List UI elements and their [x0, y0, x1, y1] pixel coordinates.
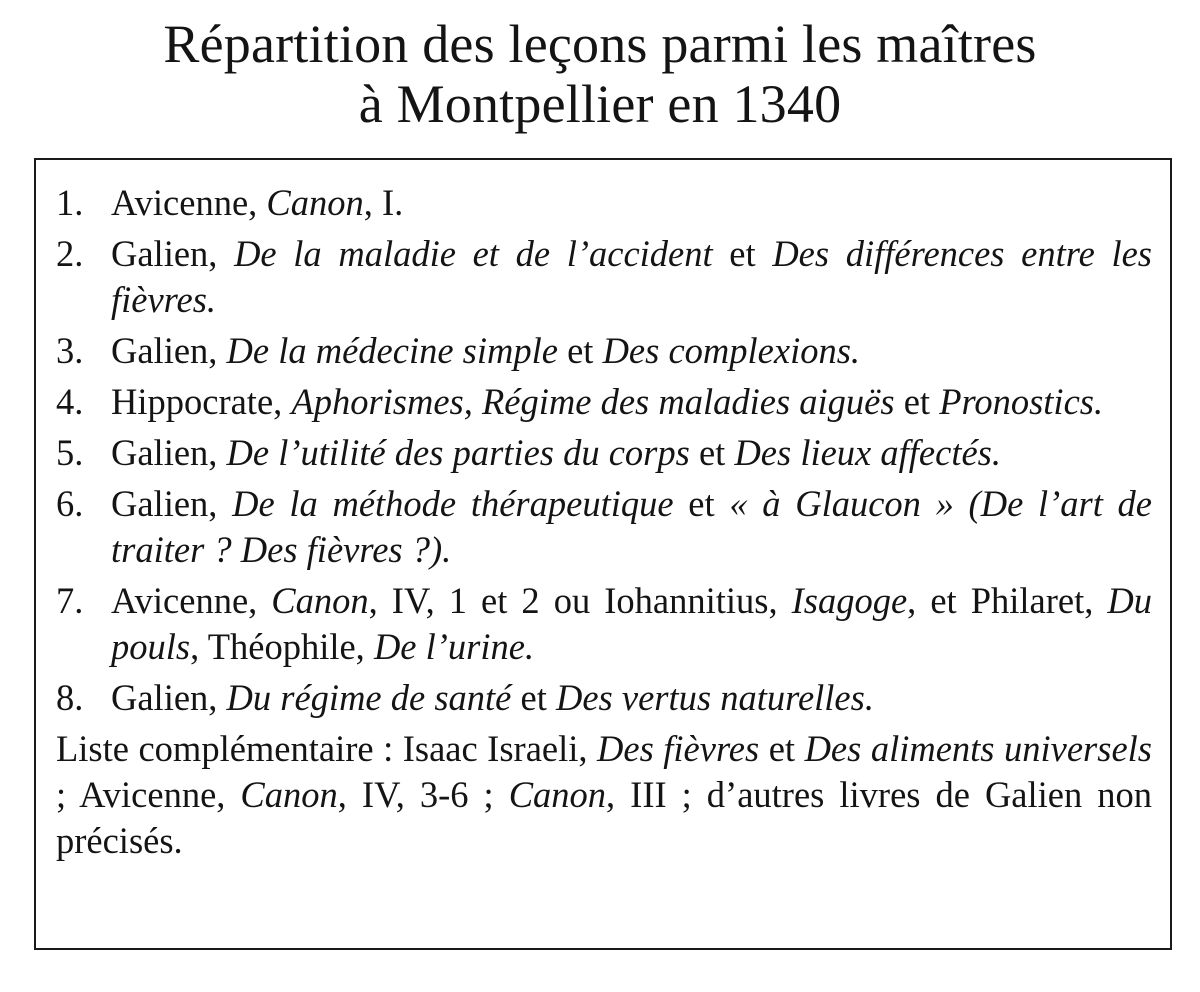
lesson-number: 3.	[56, 330, 84, 371]
text-segment: Avicenne,	[111, 580, 272, 621]
lesson-number: 4.	[56, 381, 84, 422]
lesson-number: 6.	[56, 483, 84, 524]
text-segment: Avicenne,	[111, 182, 267, 223]
text-segment: , IV, 1 et 2 ou Iohannitius,	[368, 580, 792, 621]
text-segment: Galien,	[111, 677, 227, 718]
lesson-number: 5.	[56, 432, 84, 473]
text-segment: , et Philaret,	[907, 580, 1108, 621]
title-line-2: à Montpellier en 1340	[358, 74, 842, 134]
text-segment: et	[712, 233, 773, 274]
lesson-item	[56, 379, 1152, 425]
lesson-item	[56, 430, 1152, 476]
text-segment: , III ; d’autres livres de Galien non précisés.	[56, 774, 1152, 861]
lesson-text	[111, 231, 1152, 323]
lesson-item	[56, 481, 1152, 573]
text-segment: et	[511, 677, 556, 718]
lesson-number: 7.	[56, 580, 84, 621]
italic-title: (De l’art de traiter ? Des fièvres ?).	[111, 483, 1153, 570]
lesson-number: 8.	[56, 677, 84, 718]
italic-title: Du régime de santé	[226, 677, 512, 718]
text-segment: , Théophile,	[190, 626, 374, 667]
italic-title: De la méthode thérapeutique	[232, 483, 674, 524]
lesson-item	[56, 578, 1152, 670]
lesson-item	[56, 180, 1152, 226]
text-segment: , I.	[363, 182, 404, 223]
lesson-item	[56, 328, 1152, 374]
italic-title: De la médecine simple	[226, 330, 558, 371]
text-segment: et	[759, 728, 805, 769]
italic-title: Isagoge	[791, 580, 908, 621]
italic-title: Des lieux affectés.	[734, 432, 1001, 473]
lesson-item	[56, 675, 1152, 721]
italic-title: Canon	[271, 580, 369, 621]
text-segment: et	[673, 483, 730, 524]
italic-title: De la maladie et de l’accident	[234, 233, 713, 274]
italic-title: Des vertus naturelles.	[555, 677, 874, 718]
italic-title: Canon	[240, 774, 338, 815]
italic-title: Des aliments universels	[804, 728, 1153, 769]
lesson-text	[111, 328, 1152, 374]
lesson-text	[111, 379, 1152, 425]
lesson-number: 1.	[56, 182, 84, 223]
lesson-text	[111, 675, 1152, 721]
title-line-1: Répartition des leçons parmi les maîtres	[163, 14, 1037, 74]
text-segment: et	[557, 330, 603, 371]
italic-title: Des fièvres	[597, 728, 760, 769]
text-segment: Liste complémentaire : Isaac Israeli,	[56, 728, 598, 769]
italic-title: Des complexions.	[602, 330, 861, 371]
italic-title: Du pouls	[111, 580, 1152, 667]
italic-title: De l’utilité des parties du corps	[226, 432, 690, 473]
lesson-text	[111, 180, 1152, 226]
lesson-list	[56, 180, 1152, 864]
text-segment: Hippocrate,	[111, 381, 292, 422]
lesson-number: 2.	[56, 233, 84, 274]
italic-title: Aphorismes, Régime des maladies aiguës	[291, 381, 895, 422]
lesson-text	[111, 430, 1152, 476]
italic-title: De l’urine.	[373, 626, 535, 667]
text-segment: Galien,	[111, 233, 235, 274]
lesson-text	[111, 578, 1152, 670]
italic-title: Canon	[266, 182, 364, 223]
italic-title: Canon	[508, 774, 607, 815]
lesson-item	[56, 231, 1152, 323]
italic-title: « à Glaucon »	[729, 483, 954, 524]
page-title	[0, 14, 1200, 134]
text-segment: et	[894, 381, 940, 422]
italic-title: Des différences entre les fièvres.	[111, 233, 1153, 320]
complementary-list	[56, 726, 1152, 864]
text-segment: ; Avicenne,	[56, 774, 241, 815]
text-segment: et	[689, 432, 735, 473]
italic-title: Pronostics.	[939, 381, 1104, 422]
text-segment: Galien,	[111, 330, 227, 371]
text-segment: , IV, 3-6 ;	[337, 774, 509, 815]
lesson-text	[111, 481, 1152, 573]
text-segment: Galien,	[111, 432, 227, 473]
text-segment: Galien,	[111, 483, 233, 524]
